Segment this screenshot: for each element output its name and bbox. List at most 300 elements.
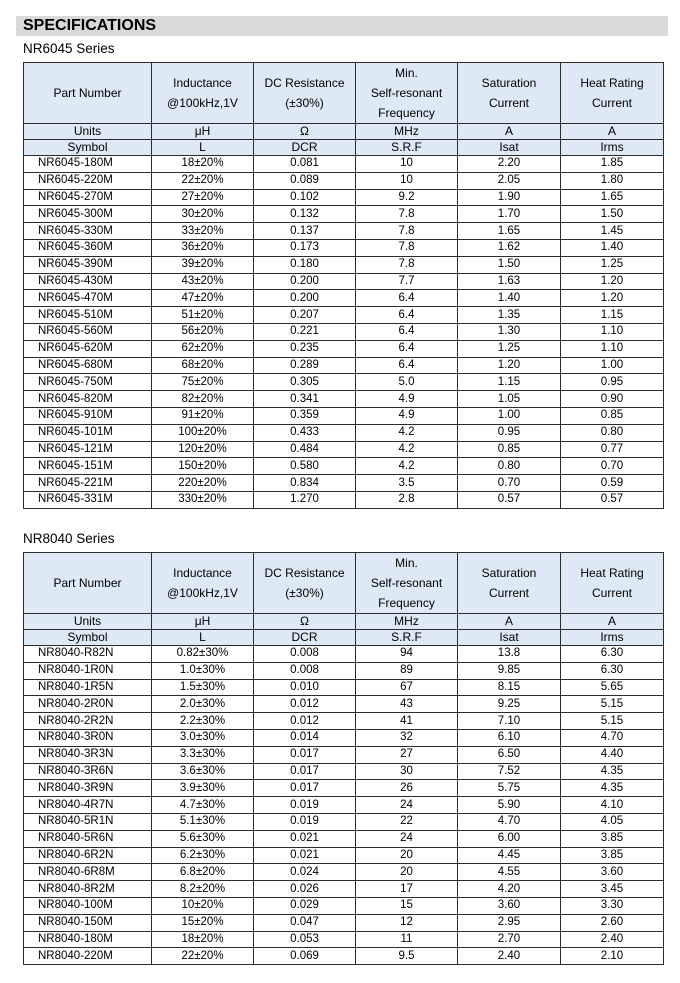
header-inductance-line: @100kHz,1V: [167, 586, 238, 600]
table-row: [24, 307, 664, 324]
srf-cell: 30: [356, 763, 458, 780]
heat-rating-current-cell: 4.35: [561, 763, 664, 780]
header-saturation-current-line: Current: [488, 96, 529, 110]
symbol-cell: Isat: [458, 630, 561, 646]
header-dc-resistance-line: DC Resistance: [264, 566, 345, 580]
srf-cell: 7.8: [356, 223, 458, 240]
srf-cell: 4.9: [356, 407, 458, 424]
header-part-number: Part Number: [24, 553, 152, 614]
inductance-cell: 330±20%: [152, 491, 254, 508]
srf-cell: 4.9: [356, 391, 458, 408]
units-cell: A: [458, 124, 561, 140]
header-dc-resistance: [254, 553, 356, 614]
dc-resistance-cell: 0.207: [254, 307, 356, 324]
inductance-cell: 1.5±30%: [152, 679, 254, 696]
header-row: [24, 553, 664, 614]
table-row: [24, 156, 664, 173]
table-row: [24, 696, 664, 713]
inductance-cell: 47±20%: [152, 290, 254, 307]
srf-cell: 7.7: [356, 273, 458, 290]
srf-cell: 22: [356, 813, 458, 830]
srf-cell: 4.2: [356, 424, 458, 441]
symbol-cell: Symbol: [24, 630, 152, 646]
table-row: [24, 206, 664, 223]
inductance-cell: 36±20%: [152, 239, 254, 256]
dc-resistance-cell: 0.200: [254, 273, 356, 290]
srf-cell: 24: [356, 797, 458, 814]
heat-rating-current-cell: 0.95: [561, 374, 664, 391]
dc-resistance-cell: 0.047: [254, 914, 356, 931]
inductance-cell: 43±20%: [152, 273, 254, 290]
symbol-cell: L: [152, 630, 254, 646]
header-saturation-current: [458, 63, 561, 124]
heat-rating-current-cell: 1.40: [561, 239, 664, 256]
heat-rating-current-cell: 0.77: [561, 441, 664, 458]
units-cell: Ω: [254, 124, 356, 140]
part-number-cell: NR8040-R82N: [24, 646, 152, 663]
heat-rating-current-cell: 1.10: [561, 323, 664, 340]
srf-cell: 10: [356, 156, 458, 173]
part-number-cell: NR8040-5R1N: [24, 813, 152, 830]
header-row: [24, 63, 664, 124]
saturation-current-cell: 1.40: [458, 290, 561, 307]
dc-resistance-cell: 0.019: [254, 813, 356, 830]
dc-resistance-cell: 0.017: [254, 780, 356, 797]
srf-cell: 12: [356, 914, 458, 931]
inductance-cell: 220±20%: [152, 475, 254, 492]
table-row: [24, 763, 664, 780]
inductance-cell: 75±20%: [152, 374, 254, 391]
saturation-current-cell: 4.45: [458, 847, 561, 864]
units-cell: Units: [24, 614, 152, 630]
srf-cell: 94: [356, 646, 458, 663]
saturation-current-cell: 0.85: [458, 441, 561, 458]
inductance-cell: 3.6±30%: [152, 763, 254, 780]
saturation-current-cell: 1.50: [458, 256, 561, 273]
part-number-cell: NR8040-5R6N: [24, 830, 152, 847]
inductance-cell: 3.0±30%: [152, 729, 254, 746]
heat-rating-current-cell: 0.80: [561, 424, 664, 441]
dc-resistance-cell: 0.019: [254, 797, 356, 814]
units-cell: Ω: [254, 614, 356, 630]
table-row: [24, 189, 664, 206]
inductance-cell: 5.1±30%: [152, 813, 254, 830]
heat-rating-current-cell: 1.20: [561, 273, 664, 290]
heat-rating-current-cell: 5.65: [561, 679, 664, 696]
inductance-cell: 18±20%: [152, 931, 254, 948]
heat-rating-current-cell: 1.80: [561, 172, 664, 189]
header-heat-rating-current: [561, 553, 664, 614]
header-saturation-current: [458, 553, 561, 614]
part-number-cell: NR6045-330M: [24, 223, 152, 240]
heat-rating-current-cell: 0.90: [561, 391, 664, 408]
part-number-cell: NR8040-3R3N: [24, 746, 152, 763]
dc-resistance-cell: 0.010: [254, 679, 356, 696]
saturation-current-cell: 1.65: [458, 223, 561, 240]
heat-rating-current-cell: 2.40: [561, 931, 664, 948]
header-saturation-current-line: Saturation: [481, 76, 537, 90]
inductance-cell: 39±20%: [152, 256, 254, 273]
table-row: [24, 830, 664, 847]
spec-table-nr6045: [23, 62, 664, 509]
heat-rating-current-cell: 2.10: [561, 948, 664, 965]
dc-resistance-cell: 0.341: [254, 391, 356, 408]
saturation-current-cell: 4.20: [458, 881, 561, 898]
srf-cell: 11: [356, 931, 458, 948]
header-dc-resistance-line: (±30%): [285, 586, 324, 600]
srf-cell: 7.8: [356, 239, 458, 256]
part-number-cell: NR6045-331M: [24, 491, 152, 508]
inductance-cell: 8.2±20%: [152, 881, 254, 898]
part-number-cell: NR6045-470M: [24, 290, 152, 307]
series-title-nr8040: NR8040 Series: [23, 531, 115, 546]
dc-resistance-cell: 0.089: [254, 172, 356, 189]
srf-cell: 10: [356, 172, 458, 189]
inductance-cell: 33±20%: [152, 223, 254, 240]
saturation-current-cell: 0.95: [458, 424, 561, 441]
heat-rating-current-cell: 1.25: [561, 256, 664, 273]
saturation-current-cell: 1.35: [458, 307, 561, 324]
srf-cell: 7.8: [356, 206, 458, 223]
table-row: [24, 746, 664, 763]
header-inductance: [152, 553, 254, 614]
dc-resistance-cell: 0.137: [254, 223, 356, 240]
symbol-row: [24, 630, 664, 646]
part-number-cell: NR6045-620M: [24, 340, 152, 357]
heat-rating-current-cell: 1.10: [561, 340, 664, 357]
saturation-current-cell: 2.05: [458, 172, 561, 189]
dc-resistance-cell: 0.012: [254, 713, 356, 730]
srf-cell: 4.2: [356, 458, 458, 475]
header-srf-line: Self-resonant: [370, 86, 443, 100]
heat-rating-current-cell: 0.70: [561, 458, 664, 475]
heat-rating-current-cell: 4.05: [561, 813, 664, 830]
inductance-cell: 62±20%: [152, 340, 254, 357]
heat-rating-current-cell: 4.10: [561, 797, 664, 814]
units-cell: μH: [152, 124, 254, 140]
header-saturation-current-line: Current: [488, 586, 529, 600]
part-number-cell: NR6045-820M: [24, 391, 152, 408]
inductance-cell: 68±20%: [152, 357, 254, 374]
inductance-cell: 30±20%: [152, 206, 254, 223]
saturation-current-cell: 7.10: [458, 713, 561, 730]
dc-resistance-cell: 0.081: [254, 156, 356, 173]
saturation-current-cell: 3.60: [458, 897, 561, 914]
header-dc-resistance-line: (±30%): [285, 96, 324, 110]
part-number-cell: NR6045-910M: [24, 407, 152, 424]
table-row: [24, 662, 664, 679]
table-row: [24, 491, 664, 508]
saturation-current-cell: 5.75: [458, 780, 561, 797]
srf-cell: 6.4: [356, 307, 458, 324]
saturation-current-cell: 0.70: [458, 475, 561, 492]
heat-rating-current-cell: 4.35: [561, 780, 664, 797]
part-number-cell: NR8040-150M: [24, 914, 152, 931]
saturation-current-cell: 2.40: [458, 948, 561, 965]
units-cell: MHz: [356, 614, 458, 630]
dc-resistance-cell: 0.014: [254, 729, 356, 746]
srf-cell: 6.4: [356, 357, 458, 374]
srf-cell: 2.8: [356, 491, 458, 508]
saturation-current-cell: 1.63: [458, 273, 561, 290]
inductance-cell: 51±20%: [152, 307, 254, 324]
saturation-current-cell: 1.90: [458, 189, 561, 206]
header-heat-rating-current-line: Current: [591, 96, 632, 110]
inductance-cell: 2.0±30%: [152, 696, 254, 713]
table-row: [24, 391, 664, 408]
units-cell: MHz: [356, 124, 458, 140]
saturation-current-cell: 4.70: [458, 813, 561, 830]
header-srf-line: Min.: [395, 556, 418, 570]
heat-rating-current-cell: 4.70: [561, 729, 664, 746]
units-row: [24, 124, 664, 140]
inductance-cell: 22±20%: [152, 948, 254, 965]
header-dc-resistance-line: DC Resistance: [264, 76, 345, 90]
part-number-cell: NR8040-6R8M: [24, 864, 152, 881]
header-srf-line: Self-resonant: [370, 576, 443, 590]
heat-rating-current-cell: 3.60: [561, 864, 664, 881]
dc-resistance-cell: 0.180: [254, 256, 356, 273]
heat-rating-current-cell: 5.15: [561, 713, 664, 730]
inductance-cell: 2.2±30%: [152, 713, 254, 730]
saturation-current-cell: 1.62: [458, 239, 561, 256]
saturation-current-cell: 0.57: [458, 491, 561, 508]
table-row: [24, 797, 664, 814]
srf-cell: 9.5: [356, 948, 458, 965]
saturation-current-cell: 13.8: [458, 646, 561, 663]
heat-rating-current-cell: 3.45: [561, 881, 664, 898]
part-number-cell: NR6045-270M: [24, 189, 152, 206]
heat-rating-current-cell: 3.85: [561, 830, 664, 847]
header-inductance-line: Inductance: [173, 566, 232, 580]
dc-resistance-cell: 0.024: [254, 864, 356, 881]
dc-resistance-cell: 0.221: [254, 323, 356, 340]
dc-resistance-cell: 1.270: [254, 491, 356, 508]
table-row: [24, 357, 664, 374]
saturation-current-cell: 7.52: [458, 763, 561, 780]
table-row: [24, 713, 664, 730]
part-number-cell: NR6045-300M: [24, 206, 152, 223]
units-row: [24, 614, 664, 630]
srf-cell: 32: [356, 729, 458, 746]
inductance-cell: 3.9±30%: [152, 780, 254, 797]
inductance-cell: 6.2±30%: [152, 847, 254, 864]
inductance-cell: 5.6±30%: [152, 830, 254, 847]
table-row: [24, 273, 664, 290]
table-row: [24, 897, 664, 914]
dc-resistance-cell: 0.173: [254, 239, 356, 256]
symbol-cell: DCR: [254, 630, 356, 646]
saturation-current-cell: 2.70: [458, 931, 561, 948]
srf-cell: 24: [356, 830, 458, 847]
table-row: [24, 290, 664, 307]
heat-rating-current-cell: 6.30: [561, 646, 664, 663]
dc-resistance-cell: 0.053: [254, 931, 356, 948]
table-row: [24, 780, 664, 797]
table-row: [24, 323, 664, 340]
saturation-current-cell: 2.95: [458, 914, 561, 931]
dc-resistance-cell: 0.132: [254, 206, 356, 223]
saturation-current-cell: 1.15: [458, 374, 561, 391]
table-row: [24, 475, 664, 492]
header-srf-line: Frequency: [378, 106, 435, 120]
dc-resistance-cell: 0.484: [254, 441, 356, 458]
part-number-cell: NR8040-220M: [24, 948, 152, 965]
inductance-cell: 56±20%: [152, 323, 254, 340]
header-srf: [356, 63, 458, 124]
srf-cell: 89: [356, 662, 458, 679]
part-number-cell: NR8040-1R0N: [24, 662, 152, 679]
part-number-cell: NR8040-2R2N: [24, 713, 152, 730]
saturation-current-cell: 4.55: [458, 864, 561, 881]
dc-resistance-cell: 0.017: [254, 746, 356, 763]
heat-rating-current-cell: 1.15: [561, 307, 664, 324]
part-number-cell: NR6045-101M: [24, 424, 152, 441]
heat-rating-current-cell: 1.00: [561, 357, 664, 374]
inductance-cell: 100±20%: [152, 424, 254, 441]
srf-cell: 67: [356, 679, 458, 696]
saturation-current-cell: 6.50: [458, 746, 561, 763]
inductance-cell: 120±20%: [152, 441, 254, 458]
heat-rating-current-cell: 0.57: [561, 491, 664, 508]
heat-rating-current-cell: 3.30: [561, 897, 664, 914]
saturation-current-cell: 1.00: [458, 407, 561, 424]
part-number-cell: NR6045-180M: [24, 156, 152, 173]
heat-rating-current-cell: 4.40: [561, 746, 664, 763]
part-number-cell: NR8040-180M: [24, 931, 152, 948]
part-number-cell: NR6045-390M: [24, 256, 152, 273]
units-cell: A: [561, 124, 664, 140]
inductance-cell: 15±20%: [152, 914, 254, 931]
header-heat-rating-current: [561, 63, 664, 124]
header-srf-line: Min.: [395, 66, 418, 80]
srf-cell: 20: [356, 847, 458, 864]
srf-cell: 17: [356, 881, 458, 898]
table-row: [24, 847, 664, 864]
header-heat-rating-current-line: Heat Rating: [580, 76, 644, 90]
heat-rating-current-cell: 1.45: [561, 223, 664, 240]
srf-cell: 3.5: [356, 475, 458, 492]
heat-rating-current-cell: 3.85: [561, 847, 664, 864]
dc-resistance-cell: 0.069: [254, 948, 356, 965]
srf-cell: 15: [356, 897, 458, 914]
srf-cell: 20: [356, 864, 458, 881]
units-cell: μH: [152, 614, 254, 630]
symbol-cell: Irms: [561, 630, 664, 646]
symbol-cell: Irms: [561, 140, 664, 156]
dc-resistance-cell: 0.359: [254, 407, 356, 424]
part-number-cell: NR6045-221M: [24, 475, 152, 492]
saturation-current-cell: 1.30: [458, 323, 561, 340]
part-number-cell: NR6045-220M: [24, 172, 152, 189]
srf-cell: 26: [356, 780, 458, 797]
inductance-cell: 6.8±20%: [152, 864, 254, 881]
saturation-current-cell: 8.15: [458, 679, 561, 696]
inductance-cell: 0.82±30%: [152, 646, 254, 663]
part-number-cell: NR6045-680M: [24, 357, 152, 374]
table-row: [24, 424, 664, 441]
dc-resistance-cell: 0.580: [254, 458, 356, 475]
inductance-cell: 27±20%: [152, 189, 254, 206]
part-number-cell: NR6045-560M: [24, 323, 152, 340]
part-number-cell: NR6045-121M: [24, 441, 152, 458]
dc-resistance-cell: 0.305: [254, 374, 356, 391]
table-row: [24, 679, 664, 696]
part-number-cell: NR6045-360M: [24, 239, 152, 256]
dc-resistance-cell: 0.029: [254, 897, 356, 914]
part-number-cell: NR8040-8R2M: [24, 881, 152, 898]
table-row: [24, 374, 664, 391]
part-number-cell: NR8040-1R5N: [24, 679, 152, 696]
table-row: [24, 729, 664, 746]
dc-resistance-cell: 0.834: [254, 475, 356, 492]
srf-cell: 41: [356, 713, 458, 730]
header-inductance-line: Inductance: [173, 76, 232, 90]
srf-cell: 4.2: [356, 441, 458, 458]
header-inductance: [152, 63, 254, 124]
spec-table-nr8040: [23, 552, 664, 965]
inductance-cell: 91±20%: [152, 407, 254, 424]
inductance-cell: 10±20%: [152, 897, 254, 914]
heat-rating-current-cell: 0.59: [561, 475, 664, 492]
table-row: [24, 239, 664, 256]
dc-resistance-cell: 0.102: [254, 189, 356, 206]
table-row: [24, 223, 664, 240]
dc-resistance-cell: 0.008: [254, 662, 356, 679]
table-row: [24, 256, 664, 273]
table-row: [24, 407, 664, 424]
srf-cell: 7.8: [356, 256, 458, 273]
header-saturation-current-line: Saturation: [481, 566, 537, 580]
part-number-cell: NR8040-3R6N: [24, 763, 152, 780]
part-number-cell: NR8040-4R7N: [24, 797, 152, 814]
symbol-cell: Isat: [458, 140, 561, 156]
symbol-cell: S.R.F: [356, 630, 458, 646]
srf-cell: 6.4: [356, 340, 458, 357]
heat-rating-current-cell: 1.50: [561, 206, 664, 223]
inductance-cell: 18±20%: [152, 156, 254, 173]
dc-resistance-cell: 0.289: [254, 357, 356, 374]
header-heat-rating-current-line: Current: [591, 586, 632, 600]
srf-cell: 5.0: [356, 374, 458, 391]
srf-cell: 27: [356, 746, 458, 763]
symbol-cell: L: [152, 140, 254, 156]
symbol-cell: Symbol: [24, 140, 152, 156]
table-row: [24, 340, 664, 357]
saturation-current-cell: 5.90: [458, 797, 561, 814]
dc-resistance-cell: 0.200: [254, 290, 356, 307]
inductance-cell: 1.0±30%: [152, 662, 254, 679]
table-row: [24, 646, 664, 663]
heat-rating-current-cell: 1.20: [561, 290, 664, 307]
units-cell: Units: [24, 124, 152, 140]
table-row: [24, 864, 664, 881]
header-srf-line: Frequency: [378, 596, 435, 610]
table-row: [24, 813, 664, 830]
header-srf: [356, 553, 458, 614]
part-number-cell: NR6045-750M: [24, 374, 152, 391]
saturation-current-cell: 9.85: [458, 662, 561, 679]
dc-resistance-cell: 0.026: [254, 881, 356, 898]
table-row: [24, 441, 664, 458]
srf-cell: 43: [356, 696, 458, 713]
part-number-cell: NR8040-6R2N: [24, 847, 152, 864]
dc-resistance-cell: 0.012: [254, 696, 356, 713]
heat-rating-current-cell: 1.65: [561, 189, 664, 206]
srf-cell: 6.4: [356, 290, 458, 307]
srf-cell: 9.2: [356, 189, 458, 206]
part-number-cell: NR8040-3R0N: [24, 729, 152, 746]
